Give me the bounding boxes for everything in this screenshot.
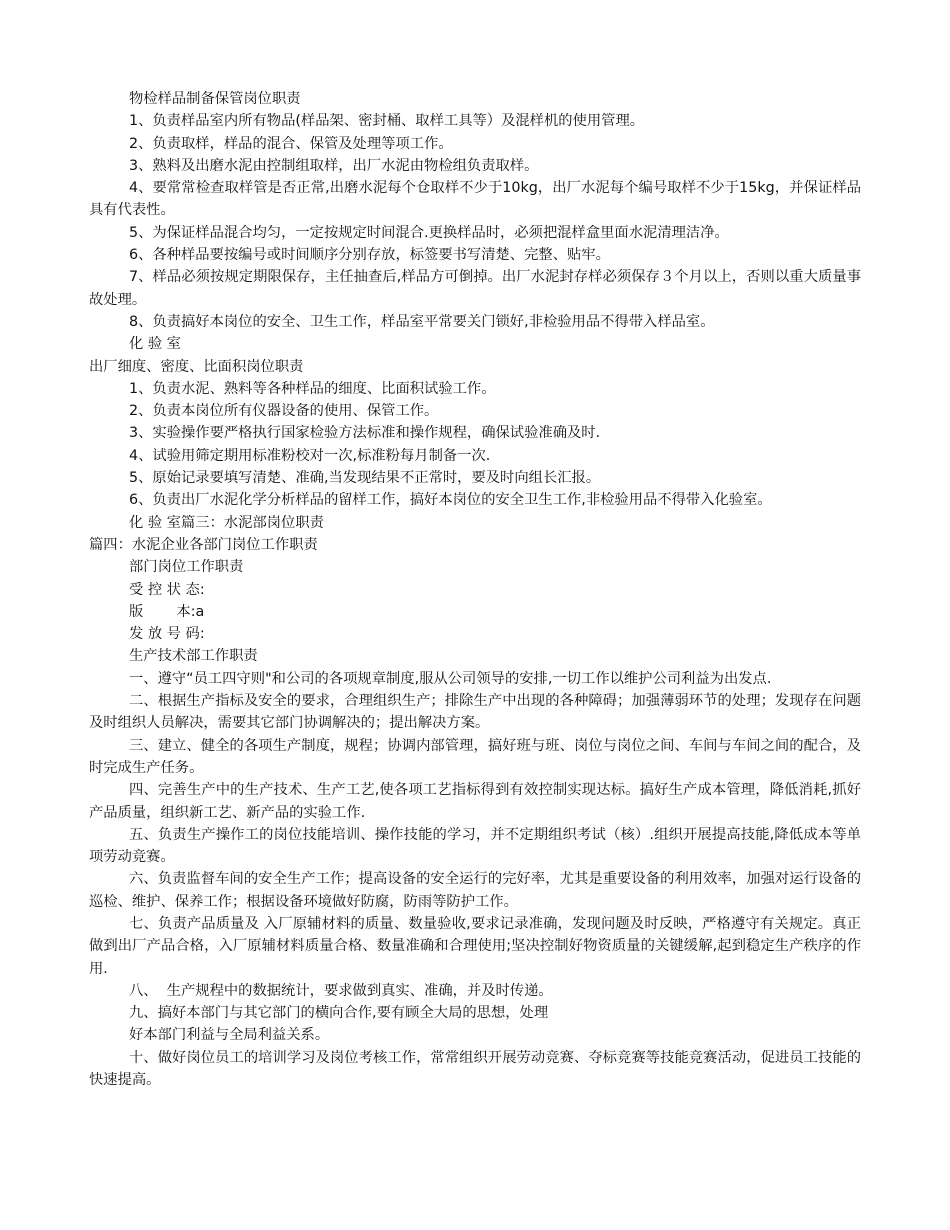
paragraph: 三、建立、健全的各项生产制度，规程；协调内部管理，搞好班与班、岗位与岗位之间、车间与车间之间的配合，及时完成生产任务。 xyxy=(89,737,861,776)
paragraph: 四、完善生产中的生产技术、生产工艺,使各项工艺指标得到有效控制实现达标。搞好生产成本管理，降低消耗,抓好产品质量，组织新工艺、新产品的实验工作. xyxy=(89,782,861,821)
paragraph: 六、负责监督车间的安全生产工作；提高设备的安全运行的完好率，尤其是重要设备的利用效率，加强对运行设备的巡检、维护、保养工作；根据设备环境做好防腐，防雨等防护工作。 xyxy=(89,871,861,910)
paragraph: 十、做好岗位员工的培训学习及岗位考核工作，常常组织开展劳动竞赛、夺标竞赛等技能竞赛活动，促进员工技能的快速提高。 xyxy=(89,1049,861,1089)
text-line: 5、原始记录要填写清楚、准确,当发现结果不正常时，要及时向组长汇报。 xyxy=(129,470,601,487)
text-line: 九、搞好本部门与其它部门的横向合作,要有顾全大局的思想，处理 xyxy=(129,1005,549,1022)
text-line: 1、负责样品室内所有物品(样品架、密封桶、取样工具等）及混样机的使用管理。 xyxy=(129,113,645,130)
text-line: 部门岗位工作职责 xyxy=(129,559,244,576)
text-line: 2、负责取样，样品的混合、保管及处理等项工作。 xyxy=(129,135,453,152)
paragraph: 二、根据生产指标及安全的要求，合理组织生产；排除生产中出现的各种障碍；加强薄弱环节的处理；发现存在问题及时组织人员解决，需要其它部门协调解决的；提出解决方案。 xyxy=(89,693,861,732)
text-line: 好本部门利益与全局利益关系。 xyxy=(129,1027,330,1044)
text-line: 4、试验用筛定期用标准粉校对一次,标准粉每月制备一次. xyxy=(129,447,491,464)
text-line: 版 本:a xyxy=(129,603,205,620)
text-line: 1、负责水泥、熟料等各种样品的细度、比面积试验工作。 xyxy=(129,380,496,397)
text-line: 6、负责出厂水泥化学分析样品的留样工作，搞好本岗位的安全卫生工作,非检验用品不得带入化验室。 xyxy=(129,492,772,509)
heading-line: 出厂细度、密度、比面积岗位职责 xyxy=(89,358,304,375)
text-line: 5、为保证样品混合均匀，一定按规定时间混合.更换样品时，必须把混样盒里面水泥清理洁净。 xyxy=(129,224,729,241)
paragraph: 一、遵守“员工四守则"和公司的各项规章制度,服从公司领导的安排,一切工作以维护公司利益为出发点. xyxy=(129,670,772,687)
text-line: 3、实验操作要严格执行国家检验方法标准和操作规程，确保试验准确及时. xyxy=(129,425,601,442)
text-line: 6、各种样品要按编号或时间顺序分别存放，标签要书写清楚、完整、贴牢。 xyxy=(129,247,610,264)
text-line: 发 放 号 码: xyxy=(129,626,205,643)
heading-line: 篇四：水泥企业各部门岗位工作职责 xyxy=(89,536,318,553)
paragraph: 4、要常常检查取样管是否正常,出磨水泥每个仓取样不少于10kg，出厂水泥每个编号取样不少于15kg，并保证样品具有代表性。 xyxy=(89,180,861,219)
text-line: 2、负责本岗位所有仪器设备的使用、保管工作。 xyxy=(129,403,439,420)
text-line: 物检样品制备保管岗位职责 xyxy=(129,91,301,107)
document-body xyxy=(89,88,861,1091)
text-line: 8、负责搞好本岗位的安全、卫生工作，样品室平常要关门锁好,非检验用品不得带入样品室。 xyxy=(129,313,715,330)
text-line: 生产技术部工作职责 xyxy=(129,648,258,665)
text-line: 化 验 室篇三：水泥部岗位职责 xyxy=(129,514,324,531)
paragraph: 五、负责生产操作工的岗位技能培训、操作技能的学习，并不定期组织考试（核）.组织开展提高技能,降低成本等单项劳动竞赛。 xyxy=(89,826,861,866)
text-line: 受 控 状 态: xyxy=(129,581,205,598)
text-line: 化 验 室 xyxy=(129,336,181,353)
paragraph: 七、负责产品质量及 入厂原辅材料的质量、数量验收,要求记录准确，发现问题及时反映，严格遵守有关规定。真正做到出厂产品合格，入厂原辅材料质量合格、数量准确和合理使用;坚决控制好物资质量的关键缓解,起到稳定生产秩序的作用. xyxy=(89,915,861,977)
paragraph: 7、样品必须按规定期限保存，主任抽查后,样品方可倒掉。出厂水泥封存样必须保存３个月以上，否则以重大质量事故处理。 xyxy=(89,269,861,308)
text-line: 八、 生产规程中的数据统计，要求做到真实、准确，并及时传递。 xyxy=(129,982,553,999)
text-line: 3、熟料及出磨水泥由控制组取样，出厂水泥由物检组负责取样。 xyxy=(129,157,539,174)
